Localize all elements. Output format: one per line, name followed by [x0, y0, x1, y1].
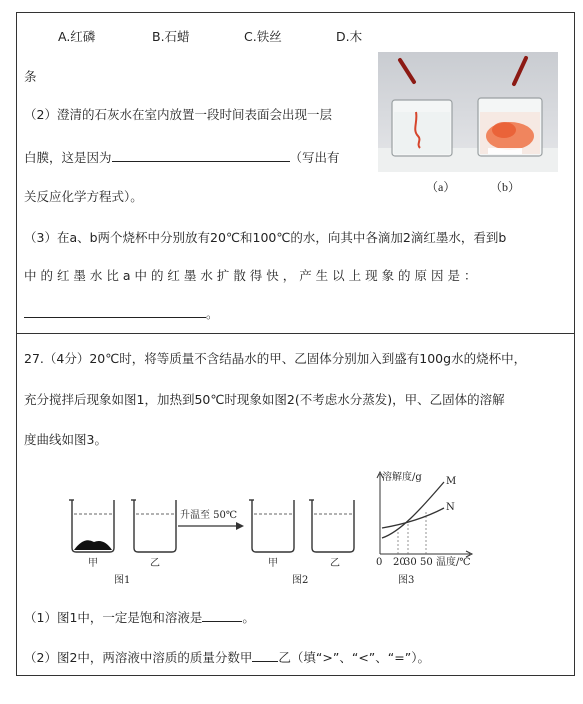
q27-sub1-text: （1）图1中，一定是饱和溶液是 — [24, 610, 203, 625]
q27-sub1-blank[interactable] — [202, 608, 242, 622]
arrow-text: 升温至 50℃ — [180, 510, 238, 521]
fig2-caption: 图2 — [292, 575, 309, 586]
solubility-chart — [377, 472, 472, 557]
fig1-beaker-jia — [69, 500, 114, 552]
chart-x-axis-label: 温度/℃ — [436, 557, 471, 568]
section-divider — [16, 333, 575, 334]
beaker-photo-svg — [378, 52, 558, 172]
q3-line1: （3）在a、b两个烧杯中分别放有20℃和100℃的水，向其中各滴加2滴红墨水，看到b — [24, 230, 507, 245]
experiment-figures — [60, 470, 480, 590]
option-c: C.铁丝 — [244, 29, 282, 44]
photo-label-a: （a） — [426, 180, 456, 194]
tick-20: 20 — [393, 557, 406, 568]
curve-n-label: N — [446, 502, 455, 513]
option-a: A.红磷 — [58, 29, 96, 44]
q27-sub1-end: 。 — [242, 610, 255, 625]
fig1-label-jia: 甲 — [88, 558, 98, 569]
q27-sub2-text: （2）图2中，两溶液中溶质的质量分数甲 — [24, 650, 253, 665]
tick-0: 0 — [376, 557, 383, 568]
beaker-photo — [378, 52, 558, 172]
q27-sub2 — [24, 648, 430, 666]
fig1-label-yi: 乙 — [150, 558, 160, 569]
fig2-beaker-jia — [249, 500, 294, 552]
option-d-continued: 条 — [24, 69, 37, 84]
fig3-caption: 图3 — [398, 575, 415, 586]
q3-line2: 中 的 红 墨 水 比 a 中 的 红 墨 水 扩 散 得 快 ， 产 生 以 上 现 象 的 原 因 是 ： — [24, 268, 477, 283]
q2-answer-blank[interactable] — [112, 148, 290, 162]
curve-m — [382, 482, 444, 538]
q27-line1: 27.（4分）20℃时，将等质量不含结晶水的甲、乙固体分别加入到盛有100g水的烧杯中， — [24, 351, 527, 366]
q27-sub2-blank[interactable] — [252, 648, 278, 662]
q2-line3: 关反应化学方程式）。 — [24, 189, 143, 204]
fig2-label-yi: 乙 — [330, 558, 340, 569]
q2-line2-text: 白膜，这是因为 — [24, 150, 112, 165]
q27-line2: 充分搅拌后现象如图1，加热到50℃时现象如图2(不考虑水分蒸发)，甲、乙固体的溶解 — [24, 392, 505, 407]
q27-sub2-end: 乙（填“>”、“<”、“=”）。 — [278, 650, 430, 665]
curve-n — [382, 508, 444, 528]
tick-50: 50 — [420, 557, 433, 568]
q27-sub1 — [24, 608, 255, 626]
q2-line2-tail: （写出有 — [289, 150, 340, 165]
curve-m-label: M — [446, 476, 457, 487]
heating-arrow — [178, 522, 244, 530]
fig1-caption: 图1 — [114, 575, 131, 586]
tick-30: 30 — [404, 557, 417, 568]
q2-line1: （2）澄清的石灰水在室内放置一段时间表面会出现一层 — [24, 107, 332, 122]
option-d: D.木 — [336, 29, 363, 44]
fig1-beaker-yi — [131, 500, 176, 552]
q3-answer-blank[interactable] — [24, 304, 206, 318]
option-b: B.石蜡 — [152, 29, 190, 44]
photo-label-b: （b） — [490, 180, 521, 194]
q2-line2 — [24, 148, 340, 166]
fig2-beaker-yi — [309, 500, 354, 552]
fig2-label-jia: 甲 — [268, 558, 278, 569]
q3-line3-end: 。 — [206, 306, 219, 321]
chart-y-axis-label: 溶解度/g — [382, 472, 422, 483]
q3-line3 — [24, 304, 219, 322]
q27-line3: 度曲线如图3。 — [24, 432, 107, 447]
